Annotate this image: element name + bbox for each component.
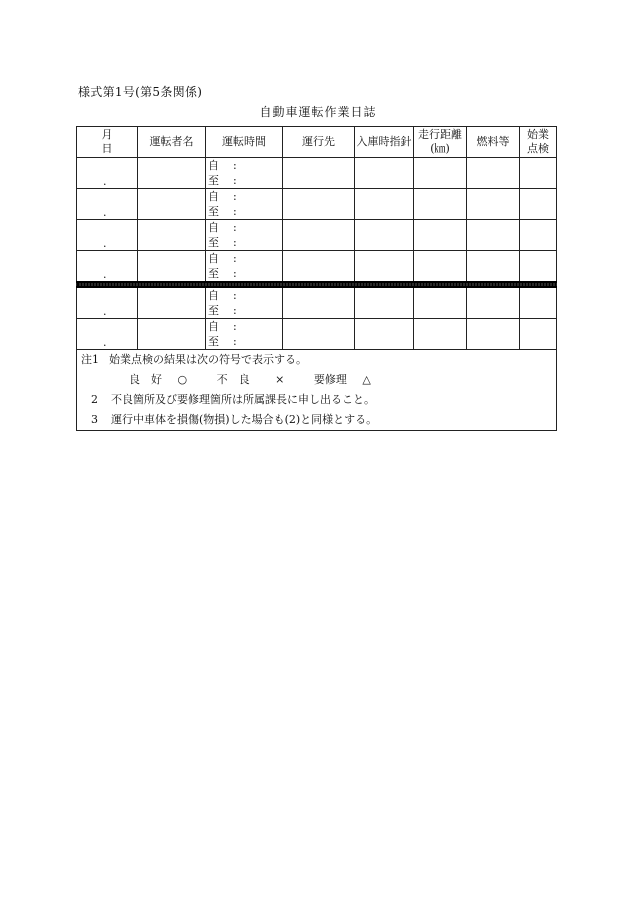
- driving-log-table: [76, 126, 557, 431]
- bad-label: 不 良: [216, 373, 250, 386]
- note-1-label: 注1: [81, 353, 99, 366]
- time-to: 至 :: [208, 236, 237, 249]
- destination-cell[interactable]: [283, 319, 355, 350]
- time-to: 至 :: [208, 205, 237, 218]
- time-to: 至 :: [208, 304, 237, 317]
- fuel-cell[interactable]: [467, 189, 520, 220]
- time-from: 自 :: [208, 190, 237, 203]
- entry-meter-cell[interactable]: [355, 220, 414, 251]
- date-cell[interactable]: [77, 189, 138, 220]
- destination-cell[interactable]: [283, 158, 355, 189]
- header-driver: 運転者名: [138, 127, 206, 158]
- time-to: 至 :: [208, 174, 237, 187]
- driver-cell[interactable]: [138, 287, 206, 319]
- good-symbol: ○: [177, 373, 188, 386]
- header-inspection: [520, 127, 557, 158]
- header-distance: [414, 127, 467, 158]
- header-row: [77, 127, 557, 158]
- entry-meter-cell[interactable]: [355, 158, 414, 189]
- time-from: 自 :: [208, 252, 237, 265]
- header-distance-line2: (㎞): [430, 142, 450, 155]
- form-number: 様式第1号(第5条関係): [78, 85, 203, 99]
- note-2-text: 不良箇所及び要修理箇所は所属課長に申し出ること。: [111, 393, 375, 406]
- table-row: [77, 287, 557, 319]
- good-label: 良 好: [129, 373, 162, 386]
- symbol-legend: [77, 370, 556, 390]
- time-from: 自 :: [208, 221, 237, 234]
- time-cell[interactable]: [206, 158, 283, 189]
- destination-cell[interactable]: [283, 287, 355, 319]
- date-cell[interactable]: [77, 287, 138, 319]
- entry-meter-cell[interactable]: [355, 251, 414, 283]
- header-distance-line1: 走行距離: [418, 128, 462, 141]
- time-from: 自 :: [208, 289, 237, 302]
- time-cell[interactable]: [206, 251, 283, 283]
- distance-cell[interactable]: [414, 287, 467, 319]
- driver-cell[interactable]: [138, 158, 206, 189]
- header-time: 運転時間: [206, 127, 283, 158]
- inspection-cell[interactable]: [520, 251, 557, 283]
- distance-cell[interactable]: [414, 158, 467, 189]
- header-date: 月 日: [77, 127, 138, 158]
- date-cell[interactable]: [77, 220, 138, 251]
- time-from: 自 :: [208, 320, 237, 333]
- driver-cell[interactable]: [138, 251, 206, 283]
- repair-symbol: △: [362, 373, 371, 386]
- fuel-cell[interactable]: [467, 158, 520, 189]
- inspection-cell[interactable]: [520, 319, 557, 350]
- time-cell[interactable]: [206, 287, 283, 319]
- date-separator: .: [103, 336, 107, 349]
- inspection-cell[interactable]: [520, 158, 557, 189]
- distance-cell[interactable]: [414, 319, 467, 350]
- bad-symbol: ×: [275, 373, 285, 386]
- table-row: [77, 319, 557, 350]
- note-3-label: 3: [91, 413, 98, 426]
- header-destination: 運行先: [283, 127, 355, 158]
- table-row: [77, 158, 557, 189]
- driver-cell[interactable]: [138, 220, 206, 251]
- time-to: 至 :: [208, 335, 237, 348]
- destination-cell[interactable]: [283, 251, 355, 283]
- notes-cell: [77, 350, 557, 431]
- distance-cell[interactable]: [414, 189, 467, 220]
- date-separator: .: [103, 175, 107, 188]
- date-separator: .: [103, 268, 107, 281]
- destination-cell[interactable]: [283, 220, 355, 251]
- fuel-cell[interactable]: [467, 251, 520, 283]
- note-2: [77, 390, 556, 410]
- table-row: [77, 189, 557, 220]
- header-inspection-line1: 始業: [527, 128, 549, 141]
- distance-cell[interactable]: [414, 251, 467, 283]
- note-1: [77, 350, 556, 370]
- page-title: 自動車運転作業日誌: [259, 105, 377, 119]
- time-cell[interactable]: [206, 220, 283, 251]
- fuel-cell[interactable]: [467, 287, 520, 319]
- fuel-cell[interactable]: [467, 220, 520, 251]
- destination-cell[interactable]: [283, 189, 355, 220]
- header-entry-meter: 入庫時指針: [355, 127, 414, 158]
- time-to: 至 :: [208, 267, 237, 280]
- table-row: [77, 220, 557, 251]
- entry-meter-cell[interactable]: [355, 287, 414, 319]
- notes-row: [77, 350, 557, 431]
- header-inspection-line2: 点検: [527, 142, 549, 155]
- repair-label: 要修理: [313, 373, 347, 386]
- date-separator: .: [103, 206, 107, 219]
- note-3-text: 運行中車体を損傷(物損)した場合も(2)と同様とする。: [111, 413, 378, 426]
- header-fuel: 燃料等: [467, 127, 520, 158]
- entry-meter-cell[interactable]: [355, 319, 414, 350]
- fuel-cell[interactable]: [467, 319, 520, 350]
- date-separator: .: [103, 305, 107, 318]
- distance-cell[interactable]: [414, 220, 467, 251]
- inspection-cell[interactable]: [520, 189, 557, 220]
- inspection-cell[interactable]: [520, 287, 557, 319]
- driver-cell[interactable]: [138, 319, 206, 350]
- date-cell[interactable]: [77, 158, 138, 189]
- date-cell[interactable]: [77, 251, 138, 283]
- inspection-cell[interactable]: [520, 220, 557, 251]
- time-from: 自 :: [208, 159, 237, 172]
- time-cell[interactable]: [206, 189, 283, 220]
- date-separator: .: [103, 237, 107, 250]
- note-1-text: 始業点検の結果は次の符号で表示する。: [109, 353, 307, 366]
- entry-meter-cell[interactable]: [355, 189, 414, 220]
- note-2-label: 2: [91, 393, 98, 406]
- note-3: [77, 410, 556, 430]
- time-cell[interactable]: [206, 319, 283, 350]
- driver-cell[interactable]: [138, 189, 206, 220]
- date-cell[interactable]: [77, 319, 138, 350]
- table-row: [77, 251, 557, 283]
